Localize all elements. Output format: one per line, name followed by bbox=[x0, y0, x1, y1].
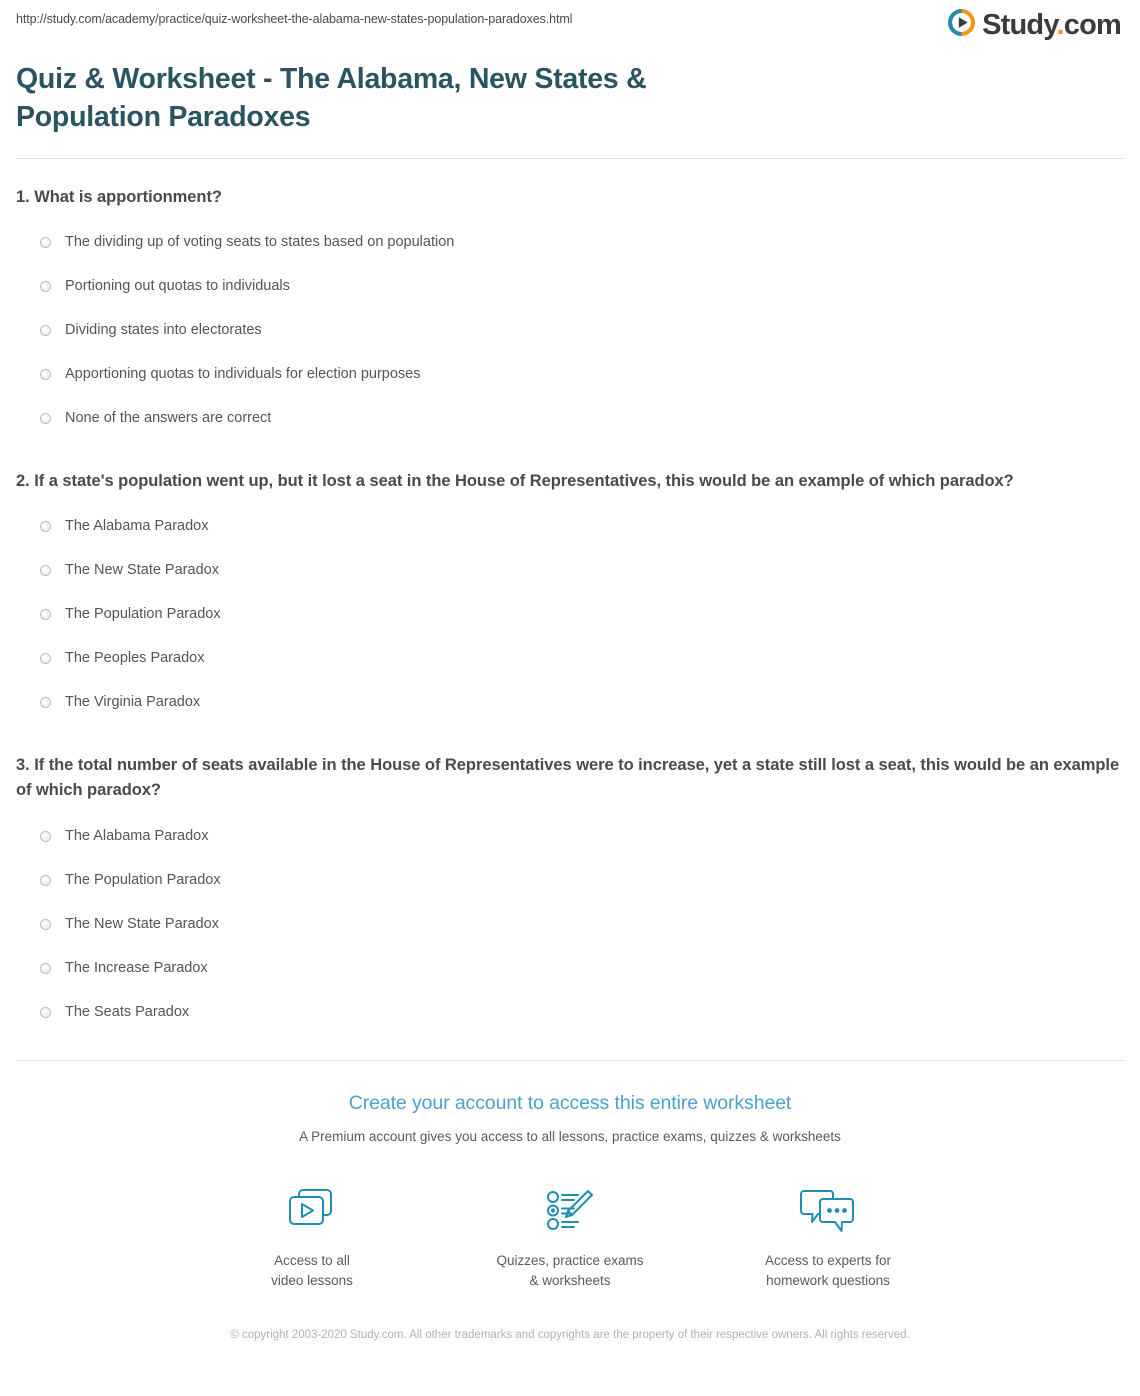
logo-wordmark bbox=[982, 8, 1121, 41]
logo-name: Study bbox=[982, 8, 1057, 41]
question-1 bbox=[16, 159, 1124, 441]
feature-line-1: Access to all bbox=[274, 1253, 350, 1269]
radio-button-icon[interactable] bbox=[40, 919, 51, 930]
radio-button-icon[interactable] bbox=[40, 609, 51, 620]
option-label: The Alabama Paradox bbox=[65, 517, 209, 534]
option-label: The New State Paradox bbox=[65, 561, 219, 578]
quiz-pencil-icon bbox=[495, 1183, 645, 1239]
option-label: The Virginia Paradox bbox=[65, 693, 201, 710]
radio-button-icon[interactable] bbox=[40, 325, 51, 336]
option-1-2[interactable] bbox=[16, 265, 1124, 309]
option-label: The Population Paradox bbox=[65, 871, 221, 888]
question-1-text: 1. What is apportionment? bbox=[16, 187, 222, 206]
page-header-bar bbox=[16, 0, 1124, 48]
option-2-1[interactable] bbox=[16, 505, 1124, 549]
radio-button-icon[interactable] bbox=[40, 369, 51, 380]
question-3-options bbox=[16, 814, 1124, 1034]
radio-button-icon[interactable] bbox=[40, 697, 51, 708]
option-1-1[interactable] bbox=[16, 221, 1124, 265]
speech-bubbles-icon bbox=[753, 1183, 903, 1239]
option-3-4[interactable] bbox=[16, 946, 1124, 990]
option-2-4[interactable] bbox=[16, 637, 1124, 681]
option-2-5[interactable] bbox=[16, 681, 1124, 725]
page-title: Quiz & Worksheet - The Alabama, New States & Population Paradoxes bbox=[16, 63, 647, 133]
radio-button-icon[interactable] bbox=[40, 1007, 51, 1018]
cta-title[interactable]: Create your account to access this entire worksheet bbox=[348, 1092, 792, 1115]
study-com-logo[interactable] bbox=[948, 9, 1124, 41]
feature-line-2: homework questions bbox=[766, 1273, 890, 1289]
question-2-options bbox=[16, 505, 1124, 725]
question-3 bbox=[16, 725, 1124, 1035]
option-label: The Increase Paradox bbox=[65, 959, 208, 976]
feature-list bbox=[16, 1183, 1124, 1292]
option-label: The Alabama Paradox bbox=[65, 827, 209, 844]
radio-button-icon[interactable] bbox=[40, 281, 51, 292]
radio-button-icon[interactable] bbox=[40, 521, 51, 532]
option-3-3[interactable] bbox=[16, 902, 1124, 946]
option-1-5[interactable] bbox=[16, 397, 1124, 441]
feature-line-2: & worksheets bbox=[529, 1273, 611, 1289]
cta-subtitle: A Premium account gives you access to all lessons, practice exams, quizzes & worksheets bbox=[299, 1128, 841, 1144]
play-circle-icon bbox=[948, 9, 975, 41]
feature-line-2: video lessons bbox=[271, 1273, 353, 1289]
option-1-4[interactable] bbox=[16, 353, 1124, 397]
radio-button-icon[interactable] bbox=[40, 653, 51, 664]
option-label: None of the answers are correct bbox=[65, 409, 272, 426]
radio-button-icon[interactable] bbox=[40, 875, 51, 886]
option-label: The dividing up of voting seats to states based on population bbox=[65, 233, 455, 250]
feature-line-1: Quizzes, practice exams bbox=[496, 1253, 644, 1269]
question-1-options bbox=[16, 221, 1124, 441]
option-label: The New State Paradox bbox=[65, 915, 219, 932]
option-label: The Population Paradox bbox=[65, 605, 221, 622]
option-label: The Seats Paradox bbox=[65, 1003, 190, 1020]
radio-button-icon[interactable] bbox=[40, 237, 51, 248]
radio-button-icon[interactable] bbox=[40, 963, 51, 974]
radio-button-icon[interactable] bbox=[40, 831, 51, 842]
radio-button-icon[interactable] bbox=[40, 413, 51, 424]
feature-text bbox=[495, 1251, 645, 1292]
logo-dot: . bbox=[1056, 8, 1064, 41]
option-label: Dividing states into electorates bbox=[65, 321, 262, 338]
option-2-3[interactable] bbox=[16, 593, 1124, 637]
option-label: Apportioning quotas to individuals for election purposes bbox=[65, 365, 421, 382]
question-2-text: 2. If a state's population went up, but it lost a seat in the House of Representatives, this would be an example of which paradox? bbox=[16, 471, 1014, 490]
option-3-1[interactable] bbox=[16, 814, 1124, 858]
video-cards-icon bbox=[237, 1183, 387, 1239]
feature-text bbox=[753, 1251, 903, 1292]
page-url: http://study.com/academy/practice/quiz-worksheet-the-alabama-new-states-population-paradoxes.html bbox=[16, 12, 573, 26]
feature-experts bbox=[753, 1183, 903, 1292]
radio-button-icon[interactable] bbox=[40, 565, 51, 576]
question-2 bbox=[16, 441, 1124, 725]
feature-video-lessons bbox=[237, 1183, 387, 1292]
copyright-notice: © copyright 2003-2020 Study.com. All other trademarks and copyrights are the property of their respective owners. All rights reserved. bbox=[230, 1328, 910, 1341]
option-2-2[interactable] bbox=[16, 549, 1124, 593]
premium-cta-section bbox=[16, 1061, 1124, 1291]
logo-suffix: com bbox=[1063, 8, 1121, 41]
feature-line-1: Access to experts for bbox=[764, 1253, 892, 1269]
option-3-2[interactable] bbox=[16, 858, 1124, 902]
feature-quizzes bbox=[495, 1183, 645, 1292]
option-label: Portioning out quotas to individuals bbox=[65, 277, 290, 294]
option-3-5[interactable] bbox=[16, 990, 1124, 1034]
option-label: The Peoples Paradox bbox=[65, 649, 205, 666]
question-3-text: 3. If the total number of seats available in the House of Representatives were to increase, yet a state still lost a seat, this would be an example of which paradox? bbox=[16, 755, 1120, 800]
feature-text bbox=[237, 1251, 387, 1292]
option-1-3[interactable] bbox=[16, 309, 1124, 353]
